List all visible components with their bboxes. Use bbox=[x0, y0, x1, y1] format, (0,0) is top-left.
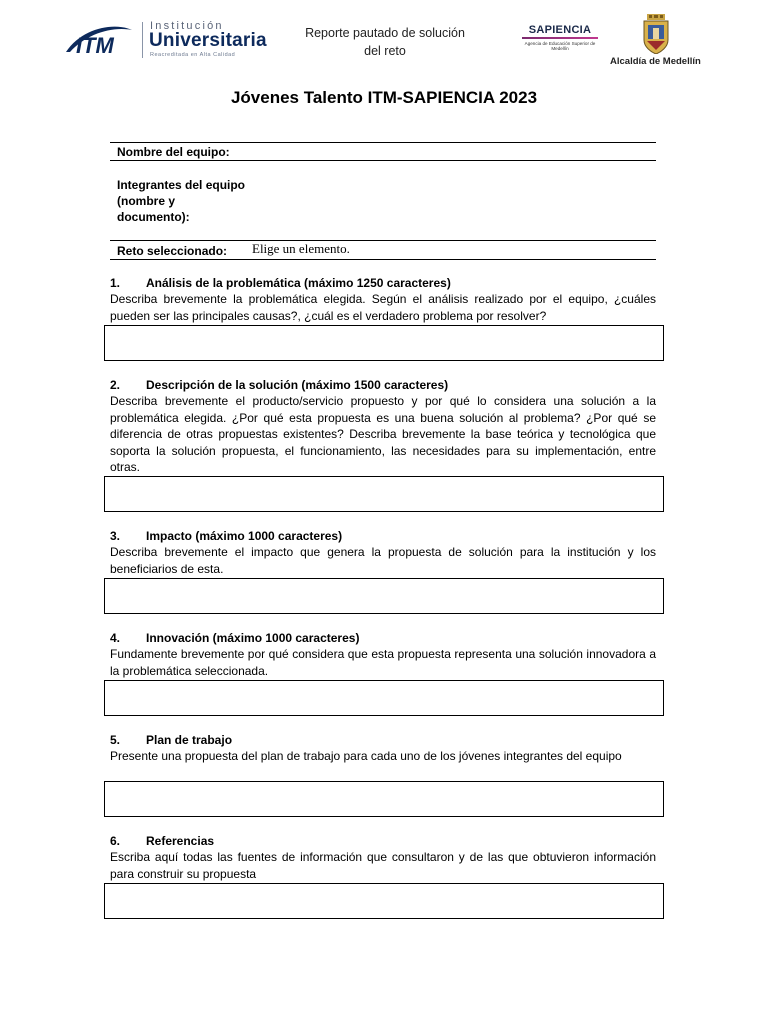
page-header bbox=[0, 0, 768, 80]
section-heading bbox=[110, 275, 656, 291]
sapiencia-bar bbox=[522, 37, 598, 39]
section-number: 3. bbox=[110, 529, 121, 543]
team-name-label: Nombre del equipo: bbox=[117, 145, 230, 159]
section-heading bbox=[110, 528, 656, 544]
section-description: Escriba aquí todas las fuentes de información que consultaron y de las que obtuvieron información para construir su propuesta bbox=[110, 850, 656, 881]
section-impact bbox=[110, 528, 656, 577]
sapiencia-name: SAPIENCIA bbox=[528, 24, 592, 36]
section-work-plan bbox=[110, 732, 656, 765]
answer-box-problem-analysis[interactable] bbox=[104, 325, 664, 361]
section-innovation bbox=[110, 630, 656, 679]
answer-box-solution-description[interactable] bbox=[104, 476, 664, 512]
section-description: Presente una propuesta del plan de trabajo para cada uno de los jóvenes integrantes del equipo bbox=[110, 749, 622, 763]
answer-box-innovation[interactable] bbox=[104, 680, 664, 716]
medellin-name: Alcaldía de Medellín bbox=[610, 56, 701, 67]
section-number: 5. bbox=[110, 733, 121, 747]
section-title: Referencias bbox=[146, 834, 215, 848]
section-title: Plan de trabajo bbox=[146, 733, 233, 747]
itm-institution-text: Institución bbox=[150, 20, 224, 32]
logo-divider bbox=[142, 22, 143, 58]
section-problem-analysis bbox=[110, 275, 656, 324]
members-label: Integrantes del equipo (nombre y documento): bbox=[117, 178, 246, 224]
section-description: Describa brevemente el impacto que genera la propuesta de solución para la institución y los beneficiarios de esta. bbox=[110, 545, 656, 576]
answer-box-work-plan[interactable] bbox=[104, 781, 664, 817]
section-heading bbox=[110, 833, 656, 849]
itm-brand-text: ITM bbox=[76, 33, 114, 58]
table-line bbox=[110, 259, 656, 260]
section-number: 6. bbox=[110, 834, 121, 848]
table-line bbox=[110, 160, 656, 161]
section-description: Fundamente brevemente por qué considera que esta propuesta representa una solución innovadora a la problemática seleccionada. bbox=[110, 647, 656, 678]
itm-tagline: Reacreditada en Alta Calidad bbox=[150, 52, 236, 58]
section-number: 2. bbox=[110, 378, 121, 392]
itm-university-text: Universitaria bbox=[149, 30, 267, 51]
answer-box-impact[interactable] bbox=[104, 578, 664, 614]
page-title: Jóvenes Talento ITM-SAPIENCIA 2023 bbox=[230, 88, 538, 107]
table-line bbox=[110, 142, 656, 143]
itm-logo bbox=[62, 20, 267, 62]
sapiencia-subtitle: Agencia de Educación Superior de Medellín bbox=[524, 41, 596, 52]
challenge-label: Reto seleccionado: bbox=[117, 244, 228, 258]
medellin-logo bbox=[608, 14, 708, 72]
section-number: 1. bbox=[110, 276, 121, 290]
challenge-select[interactable]: Elige un elemento. bbox=[252, 241, 350, 256]
section-title: Análisis de la problemática (máximo 1250 caracteres) bbox=[146, 276, 451, 290]
section-heading bbox=[110, 377, 656, 393]
section-references bbox=[110, 833, 656, 882]
table-line bbox=[110, 240, 656, 241]
section-number: 4. bbox=[110, 631, 121, 645]
medellin-crest-icon bbox=[641, 14, 671, 54]
section-description: Describa brevemente el producto/servicio propuesto y por qué lo considera una solución a la problemática elegida. ¿Por qué esta propuesta es una buena solución al problema? ¿Por qué se diferencia de otras propuestas existentes? Describa brevemente la base teórica y tecnológica que soporta la solución propuesta, el funcionamiento, las necesidades para su implementación, entre otras. bbox=[110, 394, 656, 475]
section-title: Impacto (máximo 1000 caracteres) bbox=[146, 529, 343, 543]
section-title: Descripción de la solución (máximo 1500 caracteres) bbox=[146, 378, 449, 392]
sapiencia-logo bbox=[520, 24, 600, 60]
section-solution-description bbox=[110, 377, 656, 476]
section-description: Describa brevemente la problemática elegida. Según el análisis realizado por el equipo, ¿cuáles pueden ser las principales causas?, ¿cuál es el verdadero problema por resolver? bbox=[110, 292, 656, 323]
section-title: Innovación (máximo 1000 caracteres) bbox=[146, 631, 360, 645]
section-heading bbox=[110, 732, 656, 748]
answer-box-references[interactable] bbox=[104, 883, 664, 919]
itm-logo-icon bbox=[62, 22, 134, 58]
report-title: Reporte pautado de solución del reto bbox=[305, 26, 465, 58]
section-heading bbox=[110, 630, 656, 646]
